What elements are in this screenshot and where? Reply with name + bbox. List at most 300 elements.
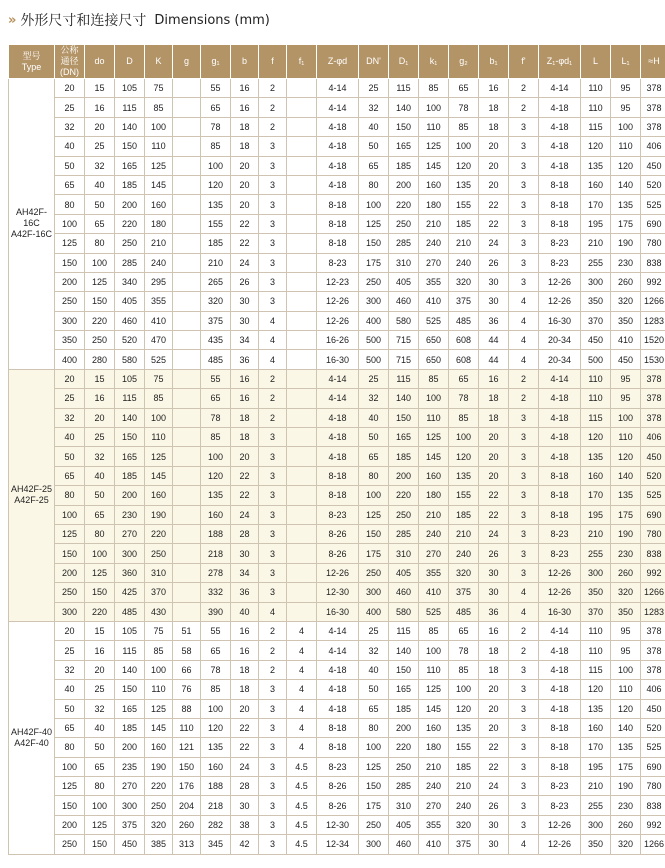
table-cell: 185: [389, 447, 419, 466]
table-cell: 300: [359, 292, 389, 311]
table-cell: 4: [259, 331, 287, 350]
table-cell: 2: [509, 369, 539, 388]
table-cell: 25: [359, 79, 389, 98]
table-cell: 2: [509, 621, 539, 640]
table-cell: 85: [201, 680, 231, 699]
table-cell: 378: [641, 660, 665, 679]
table-cell: 3: [259, 156, 287, 175]
table-cell: 485: [449, 602, 479, 621]
table-cell: 78: [449, 641, 479, 660]
table-cell: [173, 583, 201, 602]
table-cell: 22: [231, 738, 259, 757]
table-cell: 8-26: [317, 544, 359, 563]
table-cell: 3: [259, 447, 287, 466]
table-cell: [287, 524, 317, 543]
table-cell: 80: [359, 175, 389, 194]
table-cell: 250: [55, 835, 85, 854]
table-cell: 8-18: [539, 757, 581, 776]
table-cell: 160: [201, 757, 231, 776]
table-cell: 100: [55, 757, 85, 776]
table-cell: 390: [201, 602, 231, 621]
table-cell: 115: [389, 79, 419, 98]
table-cell: 25: [85, 680, 115, 699]
table-cell: 65: [359, 447, 389, 466]
type-label: A42F-25: [14, 495, 49, 506]
table-cell: 24: [479, 524, 509, 543]
table-cell: 255: [581, 796, 611, 815]
table-cell: 30: [479, 272, 509, 291]
table-cell: 110: [173, 718, 201, 737]
table-cell: 100: [419, 98, 449, 117]
table-cell: [287, 389, 317, 408]
table-cell: 300: [581, 815, 611, 834]
table-row: [9, 195, 665, 214]
table-cell: 34: [231, 563, 259, 582]
table-cell: 32: [55, 117, 85, 136]
table-cell: 16-26: [317, 331, 359, 350]
table-row: [9, 680, 665, 699]
table-cell: 100: [449, 680, 479, 699]
table-cell: 500: [359, 350, 389, 369]
table-cell: 12-30: [317, 583, 359, 602]
table-cell: 780: [641, 777, 665, 796]
table-cell: 38: [231, 815, 259, 834]
table-cell: 75: [145, 79, 173, 98]
table-cell: 165: [389, 137, 419, 156]
table-cell: 135: [611, 486, 641, 505]
table-cell: 75: [145, 369, 173, 388]
table-row: [9, 738, 665, 757]
table-cell: 150: [85, 292, 115, 311]
table-cell: 16-30: [539, 311, 581, 330]
table-cell: 8-23: [539, 234, 581, 253]
table-cell: 780: [641, 234, 665, 253]
table-cell: 250: [389, 757, 419, 776]
table-cell: 690: [641, 505, 665, 524]
table-cell: 180: [419, 195, 449, 214]
table-cell: 378: [641, 117, 665, 136]
table-cell: 3: [509, 117, 539, 136]
table-cell: 145: [419, 699, 449, 718]
table-cell: 1520: [641, 331, 665, 350]
table-cell: [287, 175, 317, 194]
table-cell: 3: [509, 718, 539, 737]
table-row: [9, 389, 665, 408]
table-cell: 185: [115, 466, 145, 485]
table-cell: 100: [359, 486, 389, 505]
table-cell: 36: [479, 602, 509, 621]
table-cell: 4-14: [317, 621, 359, 640]
table-cell: 100: [449, 137, 479, 156]
table-cell: 55: [201, 79, 231, 98]
table-cell: 385: [145, 835, 173, 854]
type-label: AH42F-16C: [15, 207, 47, 229]
table-cell: 44: [479, 350, 509, 369]
table-cell: 992: [641, 563, 665, 582]
table-cell: 85: [449, 117, 479, 136]
table-cell: 18: [479, 408, 509, 427]
table-cell: 185: [201, 234, 231, 253]
table-row: [9, 79, 665, 98]
table-cell: 120: [611, 699, 641, 718]
table-cell: 100: [201, 447, 231, 466]
table-cell: 120: [201, 175, 231, 194]
table-cell: 8-18: [317, 195, 359, 214]
table-cell: 690: [641, 757, 665, 776]
table-cell: 300: [359, 835, 389, 854]
table-cell: 16: [231, 389, 259, 408]
table-cell: 320: [449, 272, 479, 291]
table-cell: 185: [115, 718, 145, 737]
table-cell: 185: [449, 214, 479, 233]
table-cell: 30: [479, 292, 509, 311]
table-cell: 8-18: [317, 738, 359, 757]
table-cell: 485: [449, 311, 479, 330]
table-cell: 190: [145, 505, 173, 524]
table-cell: [287, 98, 317, 117]
table-cell: 78: [449, 98, 479, 117]
table-cell: 16: [231, 98, 259, 117]
table-cell: 370: [581, 602, 611, 621]
table-cell: 150: [115, 137, 145, 156]
header-col: ≈H: [641, 45, 665, 79]
table-cell: 155: [449, 738, 479, 757]
table-cell: 12-26: [539, 815, 581, 834]
table-cell: 20: [85, 660, 115, 679]
table-cell: 110: [581, 621, 611, 640]
table-cell: 8-18: [539, 718, 581, 737]
table-cell: 282: [201, 815, 231, 834]
table-cell: 3: [509, 272, 539, 291]
table-cell: 110: [581, 79, 611, 98]
header-type: 型号 Type: [9, 45, 55, 79]
table-cell: 3: [259, 815, 287, 834]
table-cell: [173, 98, 201, 117]
table-cell: [173, 524, 201, 543]
table-cell: 100: [419, 389, 449, 408]
table-row: [9, 544, 665, 563]
table-cell: 1266: [641, 835, 665, 854]
header-col: DN': [359, 45, 389, 79]
table-cell: 20: [231, 156, 259, 175]
table-cell: 240: [419, 234, 449, 253]
table-cell: 85: [145, 641, 173, 660]
table-cell: 78: [201, 117, 231, 136]
table-cell: 42: [231, 835, 259, 854]
table-cell: 188: [201, 777, 231, 796]
table-cell: 230: [611, 796, 641, 815]
table-cell: 25: [55, 98, 85, 117]
table-cell: 36: [231, 350, 259, 369]
table-cell: 65: [55, 175, 85, 194]
table-cell: 110: [581, 641, 611, 660]
table-cell: 110: [581, 98, 611, 117]
table-cell: 350: [581, 835, 611, 854]
table-row: [9, 660, 665, 679]
table-cell: 350: [611, 311, 641, 330]
table-cell: 4-18: [539, 156, 581, 175]
table-cell: 160: [419, 466, 449, 485]
table-cell: 165: [115, 447, 145, 466]
table-cell: 350: [581, 583, 611, 602]
table-cell: 210: [419, 757, 449, 776]
table-cell: [173, 175, 201, 194]
header-col: k₁: [419, 45, 449, 79]
table-cell: 40: [55, 428, 85, 447]
table-cell: 218: [201, 544, 231, 563]
table-cell: 16: [231, 369, 259, 388]
table-cell: 608: [449, 350, 479, 369]
header-col: Z₁-φd₁: [539, 45, 581, 79]
table-row: [9, 428, 665, 447]
table-cell: 100: [611, 117, 641, 136]
table-row: [9, 369, 665, 388]
table-cell: 50: [85, 195, 115, 214]
table-cell: 185: [449, 757, 479, 776]
table-cell: 8-26: [317, 777, 359, 796]
table-cell: 4-18: [539, 117, 581, 136]
table-cell: 260: [173, 815, 201, 834]
table-cell: 95: [611, 641, 641, 660]
table-cell: [287, 311, 317, 330]
table-cell: 8-23: [539, 253, 581, 272]
table-cell: 85: [419, 79, 449, 98]
table-cell: 88: [173, 699, 201, 718]
table-cell: 580: [115, 350, 145, 369]
table-cell: 115: [115, 641, 145, 660]
table-cell: 240: [145, 253, 173, 272]
table-row: [9, 272, 665, 291]
table-cell: 20: [479, 175, 509, 194]
table-cell: 170: [581, 195, 611, 214]
table-cell: 110: [145, 428, 173, 447]
table-cell: 22: [479, 757, 509, 776]
table-cell: 50: [359, 428, 389, 447]
table-cell: 115: [389, 369, 419, 388]
table-cell: 185: [449, 505, 479, 524]
table-cell: [173, 272, 201, 291]
table-cell: [173, 79, 201, 98]
table-cell: 20: [55, 621, 85, 640]
type-cell: [9, 79, 55, 370]
table-cell: 300: [115, 796, 145, 815]
table-cell: 195: [581, 505, 611, 524]
table-cell: 4: [287, 680, 317, 699]
table-cell: 25: [359, 369, 389, 388]
table-cell: 3: [259, 544, 287, 563]
table-cell: 125: [419, 680, 449, 699]
table-cell: 8-18: [539, 466, 581, 485]
table-cell: 50: [55, 447, 85, 466]
table-row: [9, 117, 665, 136]
table-cell: 345: [201, 835, 231, 854]
table-cell: 8-18: [317, 486, 359, 505]
table-cell: 2: [259, 98, 287, 117]
table-row: [9, 777, 665, 796]
table-cell: 838: [641, 796, 665, 815]
table-cell: 12-26: [539, 835, 581, 854]
table-cell: 125: [85, 272, 115, 291]
table-cell: [173, 195, 201, 214]
table-cell: 3: [509, 137, 539, 156]
table-cell: 125: [85, 815, 115, 834]
table-cell: 3: [259, 137, 287, 156]
table-cell: 125: [85, 563, 115, 582]
table-cell: [287, 563, 317, 582]
table-cell: 125: [145, 699, 173, 718]
table-cell: 100: [449, 428, 479, 447]
header-row: [9, 45, 665, 79]
table-cell: 135: [449, 718, 479, 737]
table-cell: 250: [389, 214, 419, 233]
table-cell: 355: [419, 563, 449, 582]
table-cell: 16: [85, 389, 115, 408]
table-cell: 250: [145, 796, 173, 815]
table-cell: 34: [231, 331, 259, 350]
table-cell: 65: [359, 156, 389, 175]
table-cell: 250: [359, 563, 389, 582]
table-cell: 22: [479, 505, 509, 524]
table-cell: 500: [359, 331, 389, 350]
table-cell: 115: [581, 660, 611, 679]
table-cell: 160: [201, 505, 231, 524]
table-cell: 170: [581, 738, 611, 757]
header-col: D₁: [389, 45, 419, 79]
table-cell: 285: [389, 234, 419, 253]
table-cell: 110: [611, 137, 641, 156]
table-cell: 210: [145, 234, 173, 253]
table-cell: 30: [479, 815, 509, 834]
table-cell: 650: [419, 350, 449, 369]
table-cell: [173, 350, 201, 369]
table-cell: 110: [581, 369, 611, 388]
table-cell: 30: [231, 796, 259, 815]
table-cell: 180: [419, 486, 449, 505]
table-cell: 15: [85, 79, 115, 98]
table-cell: 140: [611, 718, 641, 737]
table-cell: 30: [479, 583, 509, 602]
table-cell: 220: [85, 602, 115, 621]
table-cell: [173, 253, 201, 272]
table-cell: 4-18: [317, 699, 359, 718]
table-cell: 520: [641, 466, 665, 485]
header-dn: 公称 通径 (DN): [55, 45, 85, 79]
table-cell: 55: [201, 621, 231, 640]
table-cell: 80: [359, 718, 389, 737]
table-cell: 4-18: [317, 660, 359, 679]
table-cell: [287, 583, 317, 602]
table-cell: 65: [55, 718, 85, 737]
table-cell: 18: [479, 389, 509, 408]
table-row: [9, 98, 665, 117]
table-row: [9, 835, 665, 854]
table-cell: 8-23: [317, 757, 359, 776]
table-cell: 406: [641, 680, 665, 699]
table-cell: 1266: [641, 583, 665, 602]
table-cell: 4: [287, 738, 317, 757]
table-cell: 16: [231, 79, 259, 98]
table-cell: 22: [231, 234, 259, 253]
table-cell: 100: [145, 408, 173, 427]
table-cell: 155: [201, 214, 231, 233]
table-row: [9, 815, 665, 834]
type-label: A42F-40: [14, 737, 49, 748]
table-cell: 8-23: [539, 796, 581, 815]
table-cell: 280: [85, 350, 115, 369]
table-cell: 120: [449, 699, 479, 718]
table-cell: 12-26: [539, 583, 581, 602]
table-cell: 410: [419, 835, 449, 854]
table-cell: 20: [231, 195, 259, 214]
table-cell: 95: [611, 98, 641, 117]
header-col: D: [115, 45, 145, 79]
table-cell: 300: [359, 583, 389, 602]
table-cell: 26: [231, 272, 259, 291]
table-cell: 175: [611, 214, 641, 233]
table-cell: 105: [115, 79, 145, 98]
table-cell: 525: [145, 350, 173, 369]
table-cell: 22: [231, 486, 259, 505]
table-cell: 125: [55, 234, 85, 253]
table-cell: 332: [201, 583, 231, 602]
table-cell: 20: [479, 466, 509, 485]
table-cell: 3: [259, 835, 287, 854]
table-cell: 100: [85, 544, 115, 563]
table-cell: 992: [641, 815, 665, 834]
table-cell: 135: [581, 156, 611, 175]
table-cell: 310: [389, 253, 419, 272]
table-cell: 8-23: [539, 524, 581, 543]
table-cell: 4.5: [287, 777, 317, 796]
table-cell: 150: [85, 835, 115, 854]
table-cell: [287, 350, 317, 369]
table-cell: 32: [85, 156, 115, 175]
table-cell: 12-26: [317, 311, 359, 330]
table-cell: 4-14: [317, 641, 359, 660]
table-row: [9, 466, 665, 485]
table-cell: 24: [479, 234, 509, 253]
table-cell: 3: [259, 718, 287, 737]
table-cell: 250: [55, 583, 85, 602]
table-cell: 250: [145, 544, 173, 563]
table-cell: 3: [509, 253, 539, 272]
table-cell: 20: [479, 699, 509, 718]
table-cell: 150: [389, 660, 419, 679]
table-cell: 992: [641, 272, 665, 291]
table-cell: 125: [419, 428, 449, 447]
table-cell: 608: [449, 331, 479, 350]
table-cell: 78: [201, 660, 231, 679]
table-cell: 78: [449, 389, 479, 408]
table-cell: 175: [359, 796, 389, 815]
table-cell: 4-18: [317, 175, 359, 194]
table-cell: 18: [479, 660, 509, 679]
table-cell: 4-18: [317, 408, 359, 427]
table-cell: 95: [611, 369, 641, 388]
table-body: [9, 79, 665, 855]
table-cell: 460: [389, 835, 419, 854]
table-cell: 200: [55, 815, 85, 834]
table-cell: 270: [419, 253, 449, 272]
table-cell: 140: [389, 98, 419, 117]
table-cell: 185: [115, 175, 145, 194]
table-cell: 85: [449, 660, 479, 679]
table-cell: 40: [55, 137, 85, 156]
table-cell: 100: [419, 641, 449, 660]
table-cell: 135: [201, 738, 231, 757]
header-col: g₁: [201, 45, 231, 79]
table-cell: 110: [145, 680, 173, 699]
